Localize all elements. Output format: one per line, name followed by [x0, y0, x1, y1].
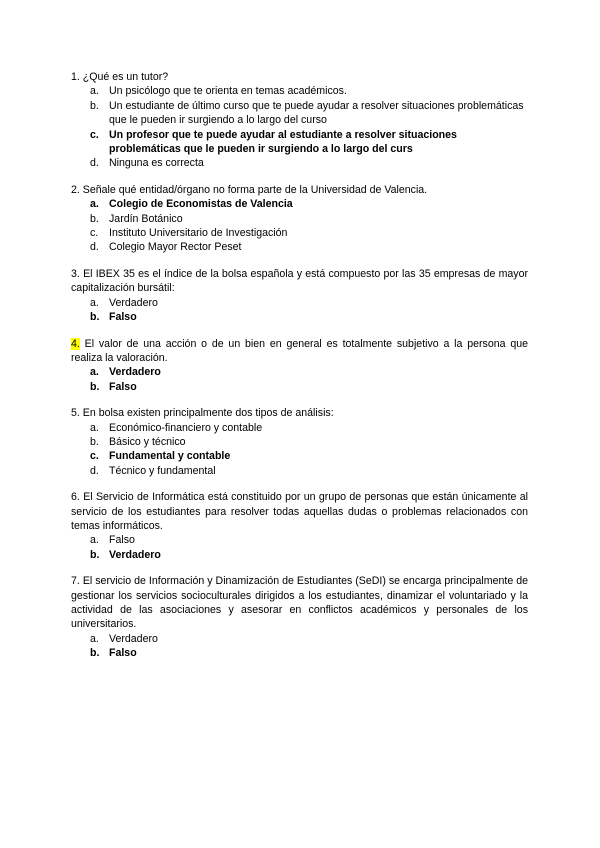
question-statement: En bolsa existen principalmente dos tipos de análisis: — [82, 407, 334, 420]
question-number: 5. — [71, 407, 80, 420]
option-letter: b. — [90, 647, 100, 660]
option-text: Jardín Botánico — [109, 212, 183, 225]
answer-option — [71, 365, 528, 379]
question-7 — [71, 574, 528, 660]
question-2 — [71, 183, 528, 255]
question-text — [71, 70, 528, 84]
answer-option — [71, 212, 528, 226]
option-text: Ninguna es correcta — [109, 157, 204, 170]
option-text: Falso — [109, 534, 135, 547]
option-letter: b. — [90, 548, 100, 561]
option-text: Colegio de Economistas de Valencia — [109, 198, 293, 211]
answer-options — [71, 197, 528, 255]
option-letter: d. — [90, 241, 99, 254]
answer-options — [71, 84, 528, 170]
option-letter: b. — [90, 380, 100, 393]
option-text: Verdadero — [109, 548, 161, 561]
question-text — [71, 337, 528, 366]
answer-option — [71, 99, 528, 128]
answer-options — [71, 632, 528, 661]
option-text: Falso — [109, 380, 137, 393]
option-letter: c. — [90, 128, 99, 141]
option-text: Verdadero — [109, 632, 158, 645]
question-number: 4. — [71, 337, 80, 350]
option-text: Un profesor que te puede ayudar al estudiante a resolver situaciones problemáticas que le pueden ir surgiendo a lo largo del curs — [109, 128, 457, 156]
question-text — [71, 490, 528, 533]
question-statement: ¿Qué es un tutor? — [82, 71, 169, 83]
question-statement: Señale qué entidad/órgano no forma parte de la Universidad de Valencia. — [82, 183, 428, 196]
question-number: 1. — [71, 71, 80, 83]
answer-option — [71, 464, 528, 478]
answer-option — [71, 380, 528, 394]
option-letter: d. — [90, 157, 99, 170]
option-letter: b. — [90, 99, 99, 112]
answer-option — [71, 533, 528, 547]
answer-option — [71, 197, 528, 211]
answer-option — [71, 421, 528, 435]
option-text: Un estudiante de último curso que te puede ayudar a resolver situaciones problemáticas que le pueden ir surgiendo a lo largo del curso — [109, 99, 524, 127]
question-4 — [71, 337, 528, 395]
question-number: 7. — [71, 575, 80, 588]
option-letter: b. — [90, 435, 99, 448]
question-number: 6. — [71, 491, 80, 504]
question-text — [71, 574, 528, 632]
answer-option — [71, 548, 528, 562]
option-text: Económico-financiero y contable — [109, 421, 263, 434]
option-text: Instituto Universitario de Investigación — [109, 227, 288, 240]
answer-option — [71, 240, 528, 254]
option-text: Fundamental y contable — [109, 450, 231, 463]
question-number: 3. — [71, 267, 80, 280]
answer-option — [71, 632, 528, 646]
option-letter: a. — [90, 198, 99, 211]
option-letter: c. — [90, 227, 99, 240]
answer-option — [71, 296, 528, 310]
answer-option — [71, 646, 528, 660]
question-statement: El servicio de Información y Dinamización de Estudiantes (SeDI) se encarga principalmente de gestionar los servicios socioculturales dirigidos a los estudiantes, dinamizar el voluntariado y la actividad de las asociaciones y asesorar en conflictos académicos y personales de los universitarios. — [71, 575, 528, 631]
answer-option — [71, 128, 528, 157]
option-text: Verdadero — [109, 296, 158, 309]
question-text — [71, 406, 528, 420]
option-letter: a. — [90, 366, 99, 379]
answer-option — [71, 84, 528, 98]
answer-options — [71, 533, 528, 562]
answer-option — [71, 435, 528, 449]
option-letter: d. — [90, 464, 99, 477]
option-letter: a. — [90, 632, 99, 645]
option-text: Falso — [109, 647, 137, 660]
question-3 — [71, 267, 528, 325]
answer-options — [71, 421, 528, 479]
question-text — [71, 183, 528, 197]
question-text — [71, 267, 528, 296]
answer-option — [71, 310, 528, 324]
question-6 — [71, 490, 528, 562]
question-1 — [71, 70, 528, 171]
option-letter: b. — [90, 311, 100, 324]
option-letter: a. — [90, 421, 99, 434]
answer-option — [71, 156, 528, 170]
option-letter: a. — [90, 85, 99, 98]
option-letter: a. — [90, 296, 99, 309]
option-text: Un psicólogo que te orienta en temas académicos. — [109, 85, 347, 98]
option-text: Verdadero — [109, 366, 161, 379]
answer-option — [71, 226, 528, 240]
option-text: Falso — [109, 311, 137, 324]
option-text: Colegio Mayor Rector Peset — [109, 241, 242, 254]
option-letter: c. — [90, 450, 99, 463]
answer-options — [71, 365, 528, 394]
option-text: Técnico y fundamental — [109, 464, 216, 477]
question-list — [71, 70, 528, 673]
option-letter: a. — [90, 534, 99, 547]
option-text: Básico y técnico — [109, 435, 186, 448]
question-statement: El IBEX 35 es el índice de la bolsa española y está compuesto por las 35 empresas de mayor capitalización bursátil: — [71, 267, 528, 295]
answer-option — [71, 449, 528, 463]
question-statement: El valor de una acción o de un bien en general es totalmente subjetivo a la persona que realiza la valoración. — [71, 337, 528, 364]
question-statement: El Servicio de Informática está constituido por un grupo de personas que están únicamente al servicio de los estudiantes para resolver todas aquellas dudas o problemas relacionados con temas informáticos. — [71, 491, 528, 532]
question-5 — [71, 406, 528, 478]
option-letter: b. — [90, 212, 99, 225]
question-number: 2. — [71, 183, 80, 196]
answer-options — [71, 296, 528, 325]
